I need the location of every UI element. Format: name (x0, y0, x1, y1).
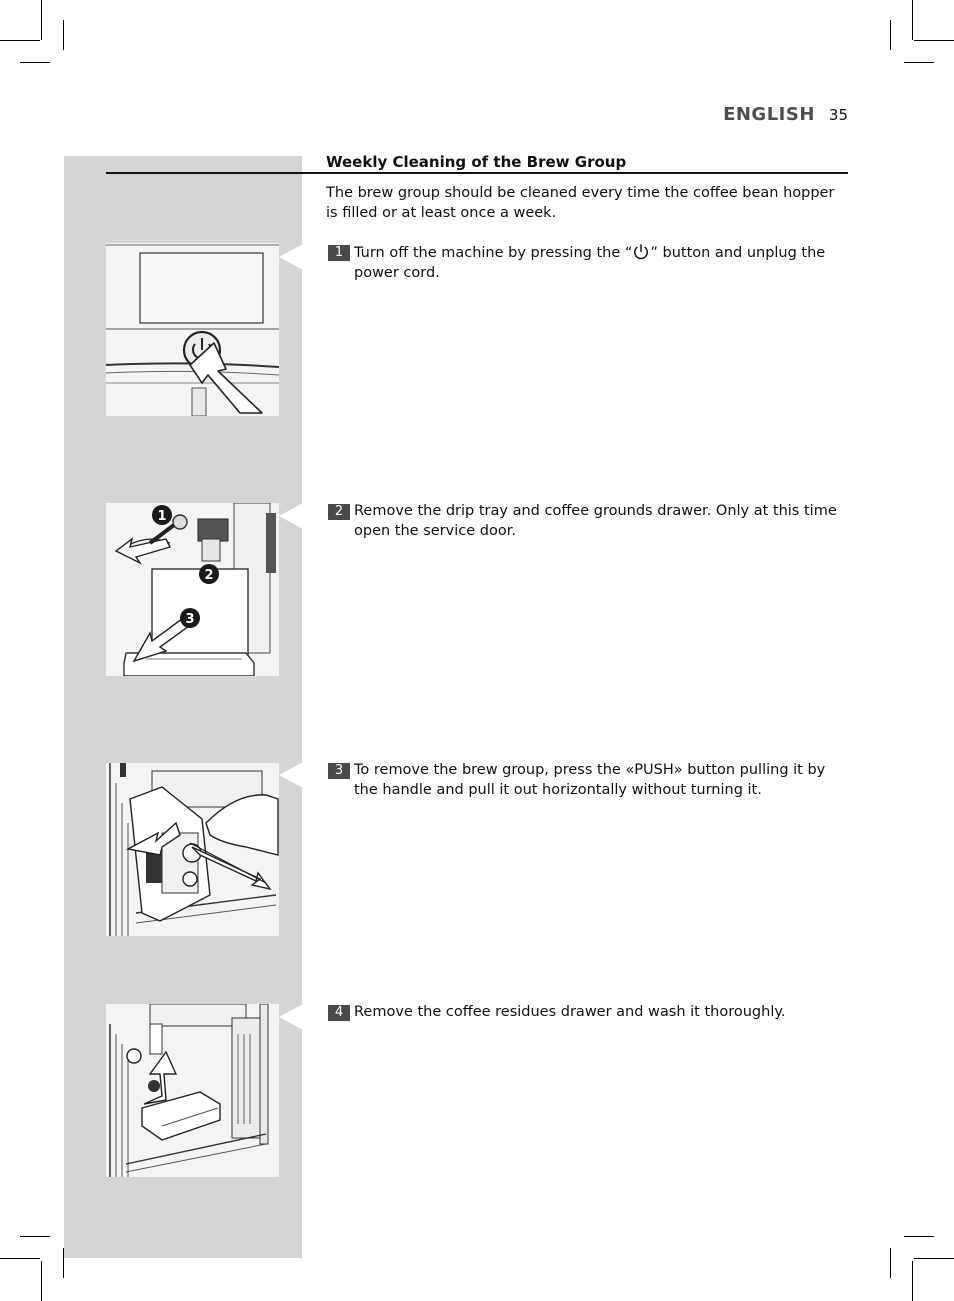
crop-mark (0, 1258, 40, 1259)
crop-mark (41, 0, 42, 40)
crop-mark (890, 20, 891, 50)
crop-mark (890, 1248, 891, 1278)
crop-mark (904, 1236, 934, 1237)
illustration-residues-drawer (106, 1004, 279, 1177)
step-text: To remove the brew group, press the «PUSH» button pulling it by the handle and pull it out horizontally without turning it. (354, 762, 826, 798)
step-number: 1 (328, 245, 350, 261)
step-text-before: Turn off the machine by pressing the “ (354, 245, 633, 261)
crop-mark (20, 62, 50, 63)
step-2 (328, 502, 848, 541)
crop-mark (20, 1236, 50, 1237)
section-intro: The brew group should be cleaned every time the coffee bean hopper is filled or at least once a week. (326, 185, 835, 221)
step-text: Remove the drip tray and coffee grounds drawer. Only at this time open the service door. (354, 503, 837, 539)
crop-mark (0, 40, 40, 41)
callout-number: 3 (185, 612, 195, 627)
crop-mark (41, 1261, 42, 1301)
language-label: ENGLISH (723, 104, 815, 125)
pointer-notch (279, 503, 303, 529)
step-text: Remove the coffee residues drawer and wash it thoroughly. (354, 1004, 786, 1020)
callout-number: 1 (157, 509, 167, 524)
page-number: 35 (828, 106, 848, 124)
callout-number: 2 (204, 568, 214, 583)
section-title: Weekly Cleaning of the Brew Group (326, 153, 627, 171)
step-number: 2 (328, 504, 350, 520)
crop-mark (63, 20, 64, 50)
step-text (354, 243, 848, 283)
illustration-drip-tray (106, 503, 279, 676)
step-3 (328, 761, 848, 800)
pointer-notch (279, 762, 303, 788)
crop-mark (912, 0, 913, 40)
pointer-notch (279, 244, 303, 270)
power-icon (632, 243, 650, 261)
pointer-notch (279, 1004, 303, 1030)
illustration-brew-group (106, 763, 279, 936)
illustration-power-button (106, 243, 279, 416)
crop-mark (912, 1261, 913, 1301)
step-text-after: ” button and unplug the power cord. (354, 245, 826, 281)
step-4 (328, 1003, 848, 1023)
step-1 (328, 243, 848, 283)
step-number: 4 (328, 1005, 350, 1021)
title-rule (106, 172, 848, 174)
page-header (723, 104, 848, 125)
crop-mark (904, 62, 934, 63)
crop-mark (914, 1258, 954, 1259)
crop-mark (914, 40, 954, 41)
step-number: 3 (328, 763, 350, 779)
